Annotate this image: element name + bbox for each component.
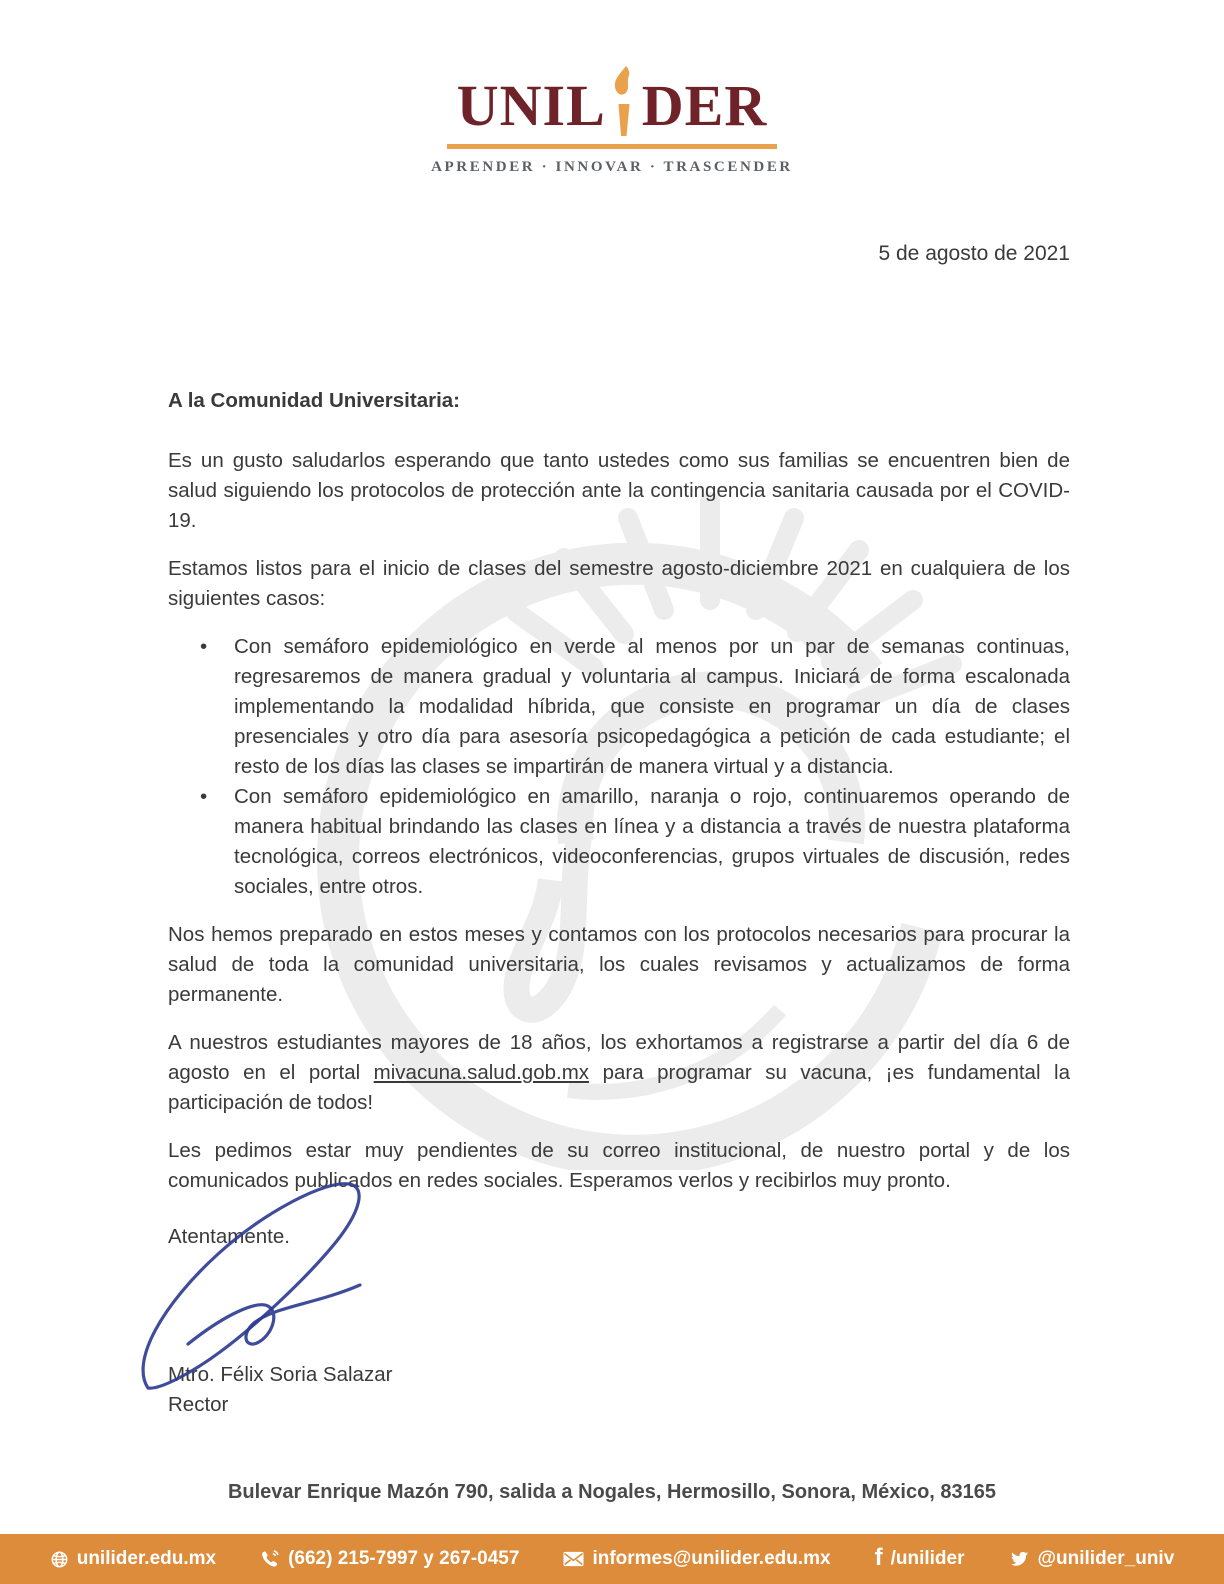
paragraph-protocols: Nos hemos preparado en estos meses y contamos con los protocolos necesarios para procurar la salud de toda la comunidad universitaria, los cuales revisamos y actualizamos de forma permanente.: [168, 923, 1070, 1006]
facebook-label: /unilider: [890, 1548, 965, 1569]
logo-underline: [447, 144, 777, 149]
vaccine-text-after: para programar su vacuna, ¡es fundamental la participación de todos!: [168, 1061, 1070, 1114]
phone-link[interactable]: [260, 1548, 519, 1570]
paragraph-vaccine: [168, 1028, 1070, 1118]
twitter-icon: [1009, 1549, 1030, 1570]
globe-icon: [50, 1550, 69, 1569]
email-link[interactable]: [563, 1548, 830, 1570]
letter-date: 5 de agosto de 2021: [878, 242, 1070, 265]
logo-wordmark-left: UNIL: [456, 73, 606, 138]
paragraph-semester: Estamos listos para el inicio de clases del semestre agosto-diciembre 2021 en cualquiera de los siguientes casos:: [168, 557, 1070, 610]
paragraph-stay-tuned: Les pedimos estar muy pendientes de su correo institucional, de nuestro portal y de los comunicados publicados en redes sociales. Esperamos verlos y recibirlos muy pronto.: [168, 1139, 1070, 1192]
flame-icon: [609, 66, 639, 136]
twitter-link[interactable]: [1009, 1548, 1175, 1570]
salutation: A la Comunidad Universitaria:: [168, 389, 460, 412]
signature: [138, 1176, 390, 1404]
facebook-link[interactable]: [874, 1544, 965, 1571]
list-item-yellow-orange-red: • Con semáforo epidemiológico en amarillo, naranja o rojo, continuaremos operando de manera habitual brindando las clases en línea y a distancia a través de nuestra plataforma tecnológica, correos electrónicos, videoconferencias, grupos virtuales de discusión, redes sociales, entre otros.: [234, 782, 1070, 902]
logo-wordmark-right: DER: [641, 73, 768, 138]
contact-bar: [0, 1534, 1224, 1584]
email-label: informes@unilider.edu.mx: [592, 1548, 831, 1569]
vaccine-text-before: A nuestros estudiantes mayores de 18 años, los exhortamos a registrarse a partir del día 6 de agosto en el portal: [168, 1031, 1070, 1084]
website-label: unilider.edu.mx: [76, 1548, 217, 1569]
twitter-label: @unilider_univ: [1037, 1548, 1175, 1569]
unilider-logo: [0, 66, 1224, 176]
scenario-list: [168, 632, 1070, 902]
closing: Atentamente.: [168, 1225, 290, 1248]
phone-icon: [260, 1549, 280, 1569]
list-item-green-light: • Con semáforo epidemiológico en verde al menos por un par de semanas continuas, regresaremos de manera gradual y voluntaria al campus. Iniciará de forma escalonada implementando la modalidad híbrida, que consiste en programar un día de clases presenciales y otro día para asesoría psicopedagógica a petición de cada estudiante; el resto de los días las clases se impartirán de manera virtual y a distancia.: [234, 632, 1070, 782]
facebook-icon: f: [874, 1544, 883, 1571]
phone-label: (662) 215-7997 y 267-0457: [288, 1548, 520, 1569]
mivacuna-link[interactable]: mivacuna.salud.gob.mx: [373, 1061, 590, 1084]
address-line: Bulevar Enrique Mazón 790, salida a Nogales, Hermosillo, Sonora, México, 83165: [227, 1481, 997, 1503]
envelope-icon: [563, 1551, 584, 1567]
website-link[interactable]: [50, 1548, 216, 1570]
signer-title: Rector: [168, 1393, 229, 1416]
signer-name: Mtro. Félix Soria Salazar: [168, 1363, 393, 1386]
logo-wordmark: [456, 66, 768, 138]
logo-tagline: APRENDER · INNOVAR · TRASCENDER: [431, 159, 793, 175]
paragraph-greeting: Es un gusto saludarlos esperando que tanto ustedes como sus familias se encuentren bien de salud siguiendo los protocolos de protección ante la contingencia sanitaria causada por el COVID-19.: [168, 449, 1070, 532]
